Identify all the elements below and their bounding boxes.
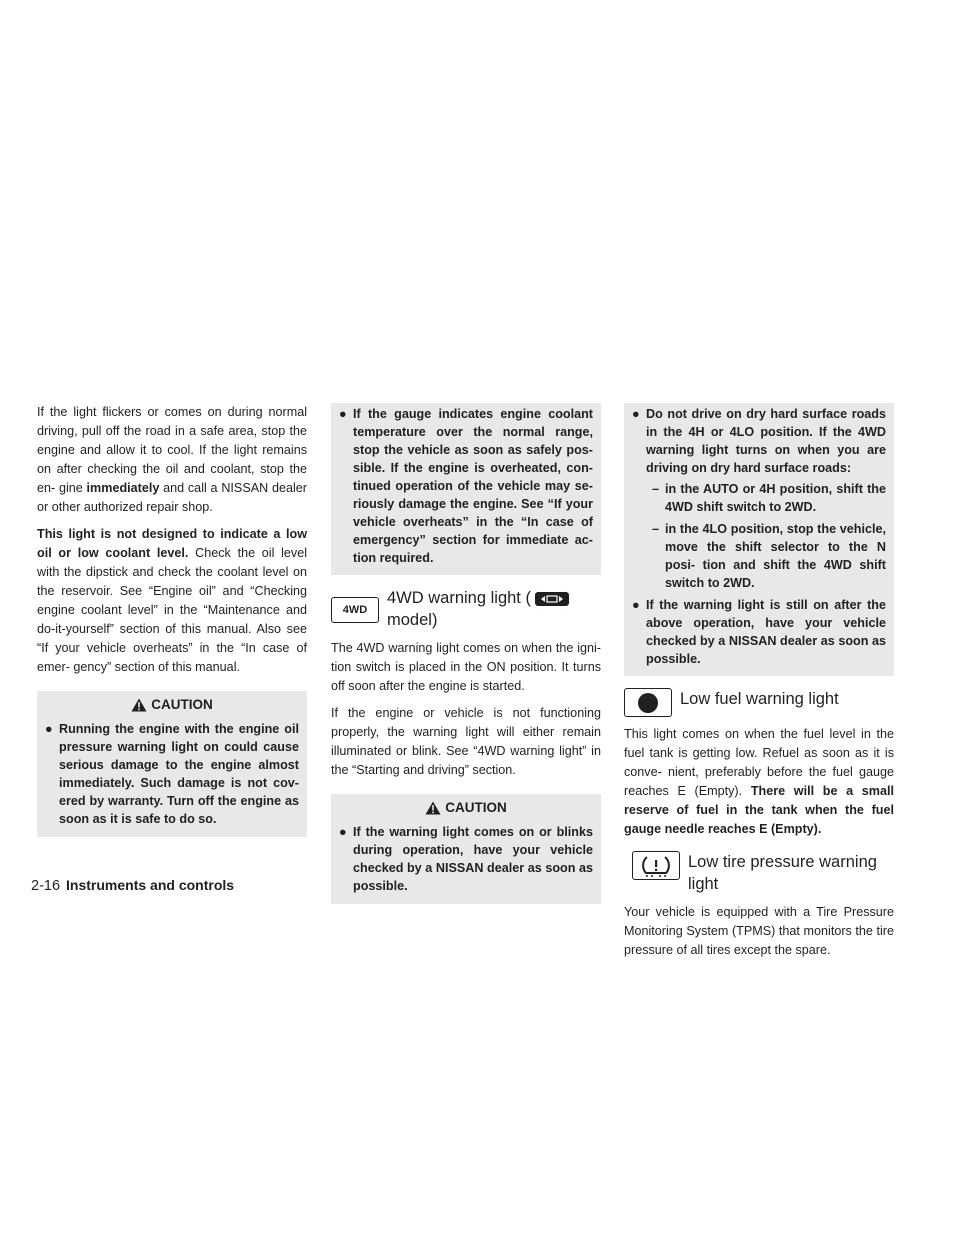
heading-title: Low fuel warning light bbox=[680, 690, 839, 708]
low-fuel-icon bbox=[624, 688, 672, 717]
heading-low-fuel bbox=[624, 688, 894, 717]
bullet-dot: ● bbox=[339, 407, 347, 421]
warning-box-4wd-roads bbox=[624, 403, 894, 676]
tire-pressure-icon bbox=[632, 851, 680, 880]
warning-triangle-icon bbox=[425, 801, 441, 815]
heading-4wd-warning-light bbox=[331, 587, 601, 631]
4x4-icon bbox=[535, 592, 569, 606]
page-number: 2-16 bbox=[31, 878, 61, 894]
sub-item: – in the AUTO or 4H position, shift the 4WD shift switch to 2WD. bbox=[632, 480, 886, 516]
heading-title: 4WD warning light ( model) bbox=[387, 587, 569, 631]
caution-heading: CAUTION bbox=[339, 798, 593, 817]
caution-box-oil bbox=[37, 691, 307, 837]
paragraph-low-fuel: This light comes on when the fuel level in the fuel tank is getting low. Refuel as soon as it is conve- nient, preferably before the fuel gauge reaches E (Empty). There will be a small reserve of fuel in the tank when the fuel gauge needle reaches E (Empty). bbox=[624, 727, 894, 836]
caution-heading: CAUTION bbox=[45, 695, 299, 714]
bullet-dot: ● bbox=[339, 825, 347, 839]
paragraph-not-designed: This light is not designed to indicate a low oil or low coolant level. Check the oil level with the dipstick and check the coolant level on the reservoir. See “Engine oil” and “Checking engine coolant level” in the “Maintenance and do-it-yourself” section of this manual. Also see “If your vehicle overheats” in the “In case of emer- gency” section of this manual. bbox=[37, 527, 308, 674]
heading-title: Low tire pressure warning light bbox=[688, 853, 877, 893]
bullet-item: ● Do not drive on dry hard surface roads in the 4H or 4LO position. If the 4WD warning light turns on when you are driving on dry hard surface roads: bbox=[632, 407, 886, 475]
column-3 bbox=[624, 403, 894, 968]
warning-box-coolant bbox=[331, 403, 601, 575]
warning-triangle-icon bbox=[131, 698, 147, 712]
bullet-dot: ● bbox=[45, 722, 53, 736]
paragraph-tpms: Your vehicle is equipped with a Tire Pressure Monitoring System (TPMS) that monitors the tire pressure of all tires except the spare. bbox=[624, 905, 894, 957]
page-footer bbox=[31, 877, 234, 894]
dash-marker: – bbox=[651, 482, 659, 496]
caution-bullet: ● Running the engine with the engine oil pressure warning light on could cause serious damage to the engine almost immediately. Such damage is not cov- ered by warranty. Turn off the engine as soon as it is safe to do so. bbox=[45, 722, 299, 826]
paragraph-4wd-malfunction: If the engine or vehicle is not functioning properly, the warning light will either remain illuminated or blink. See “4WD warning light” in the “Starting and driving” section. bbox=[331, 706, 601, 777]
4wd-icon: 4WD bbox=[331, 597, 379, 623]
heading-low-tire-pressure bbox=[624, 851, 894, 895]
bullet-item: ● If the warning light is still on after the above operation, have your vehicle checked by a NISSAN dealer as soon as possible. bbox=[632, 598, 886, 666]
sub-item: – in the 4LO position, stop the vehicle, move the shift selector to the N posi- tion and shift the 4WD shift switch to 2WD. bbox=[632, 520, 886, 592]
column-2 bbox=[331, 403, 601, 904]
bullet-dot: ● bbox=[632, 598, 640, 612]
bullet-dot: ● bbox=[632, 407, 640, 421]
bullet-item: ● If the gauge indicates engine coolant temperature over the normal range, stop the vehicle as soon as safely pos- sible. If the engine is overheated, con- tinued operation of the vehicle may se- riously damage the engine. See “If your vehicle overheats” in the “In case of emergency” section for immediate ac- tion required. bbox=[339, 407, 593, 565]
section-title: Instruments and controls bbox=[66, 877, 235, 893]
emphasis-immediately: immediately bbox=[86, 481, 160, 495]
column-1 bbox=[37, 403, 307, 837]
caution-bullet: ● If the warning light comes on or blinks during operation, have your vehicle checked by a NISSAN dealer as soon as possible. bbox=[339, 825, 593, 893]
caution-box-4wd bbox=[331, 794, 601, 904]
paragraph-light-flickers: If the light flickers or comes on during normal driving, pull off the road in a safe area, stop the engine and allow it to cool. If the light remains on after checking the oil and coolant, stop the en- gine immediately and call a NISSAN dealer or other authorized repair shop. bbox=[37, 405, 307, 514]
paragraph-4wd-on: The 4WD warning light comes on when the igni- tion switch is placed in the ON position. It turns off soon after the engine is started. bbox=[331, 641, 601, 693]
dash-marker: – bbox=[651, 522, 659, 536]
